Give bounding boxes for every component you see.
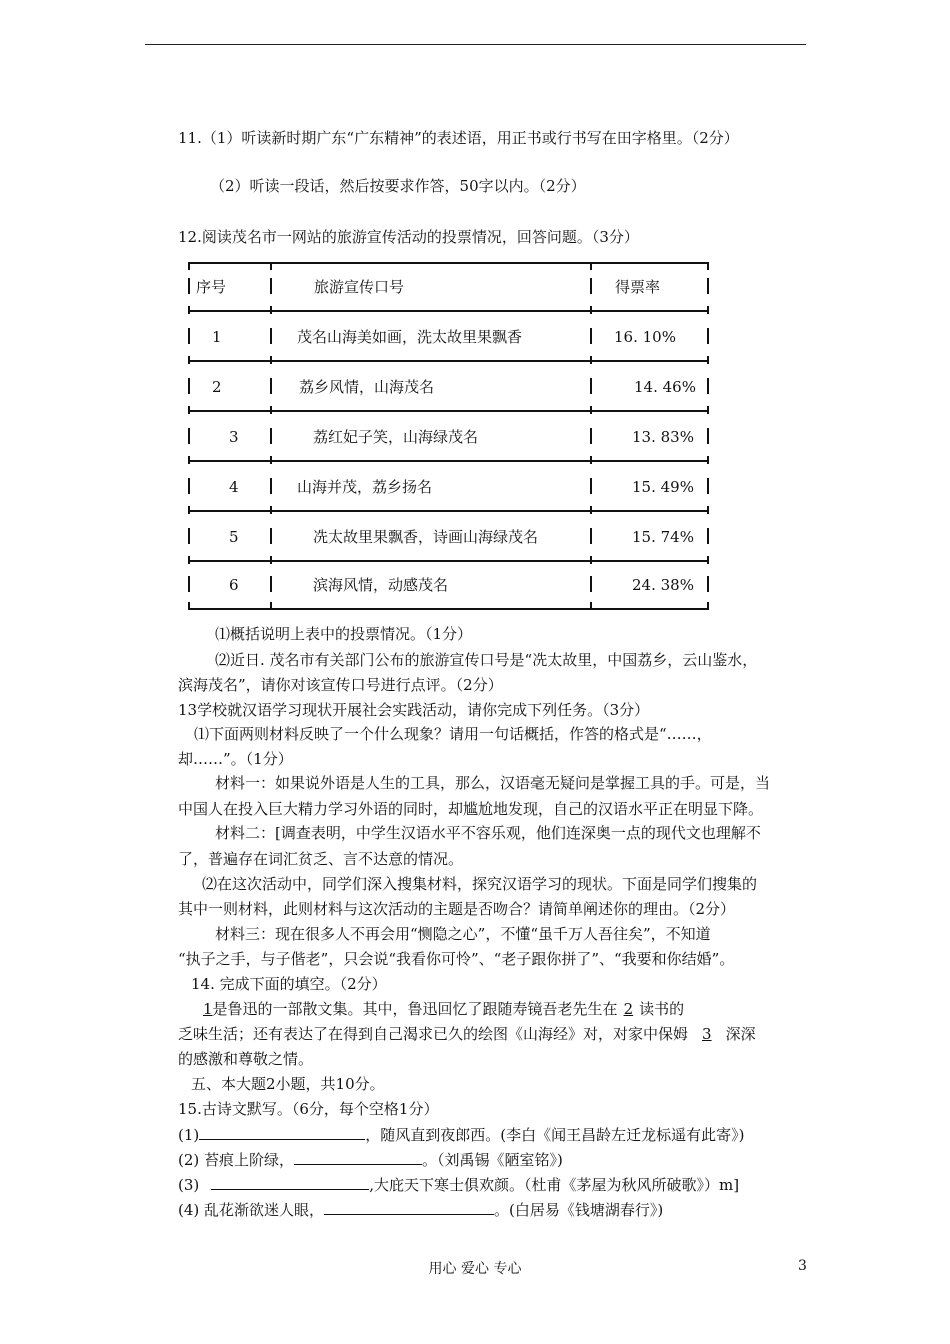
- table-rule: [188, 560, 709, 562]
- material1-line1: 材料一：如果说外语是人生的工具，那么，汉语毫无疑问是掌握工具的手。可是，当: [215, 774, 771, 792]
- q15-num-3: (3): [178, 1176, 200, 1194]
- q15-intro: 15.古诗文默写。（6分，每个空格1分）: [178, 1100, 439, 1118]
- table-cell-no: 5: [229, 528, 239, 546]
- q15-num-1: (1): [178, 1126, 200, 1144]
- table-cell-no: 6: [229, 576, 239, 594]
- q11-line1: 11.（1）听读新时期广东“广东精神”的表述语，用正书或行书写在田字格里。（2分）: [178, 129, 739, 147]
- header-rule: [145, 44, 806, 45]
- q14-text: 是鲁迅的一部散文集。其中，鲁迅回忆了跟随寿镜吾老先生在: [212, 1000, 618, 1018]
- q13-sub2-line1: ⑵在这次活动中，同学们深入搜集材料，探究汉语学习的现状。下面是同学们搜集的: [202, 875, 758, 893]
- table-cell-slogan: 山海并茂，荔乡扬名: [297, 478, 433, 496]
- q12-intro: 12.阅读茂名市一网站的旅游宣传活动的投票情况，回答问题。（3分）: [178, 228, 639, 246]
- table-header-rate: 得票率: [615, 278, 661, 296]
- table-cell-slogan: 荔乡风情，山海茂名: [299, 378, 435, 396]
- material2-line1: 材料二：[调查表明，中学生汉语水平不容乐观，他们连深奥一点的现代文也理解不: [215, 824, 761, 842]
- q13-sub2-line2: 其中一则材料，此则材料与这次活动的主题是否吻合？请简单阐述你的理由。（2分）: [178, 900, 736, 918]
- blank-2-label: 2: [623, 1000, 634, 1018]
- q14-line2: [178, 1024, 756, 1044]
- answer-blank[interactable]: [324, 1199, 494, 1215]
- answer-blank[interactable]: [294, 1149, 422, 1165]
- table-cell-slogan: 冼太故里果飘香，诗画山海绿茂名: [313, 528, 539, 546]
- table-rule: [188, 510, 709, 512]
- q15-text-3: ,大庇天下寒士俱欢颜。（杜甫《茅屋为秋风所破歌》）m]: [369, 1176, 740, 1194]
- material1-line2: 中国人在投入巨大精力学习外语的同时，却尴尬地发现，自己的汉语水平正在明显下降。: [178, 800, 764, 818]
- blank-3-label: 3: [702, 1025, 712, 1043]
- q15-line1: [178, 1124, 744, 1145]
- q15-line2: [178, 1149, 563, 1170]
- table-cell-rate: 14. 46%: [634, 378, 696, 396]
- q14-text: 深深: [725, 1025, 756, 1043]
- table-cell-slogan: 滨海风情，动感茂名: [313, 576, 449, 594]
- page-footer: 用心 爱心 专心: [428, 1261, 522, 1277]
- table-cell-slogan: 茂名山海美如画，洗太故里果飘香: [297, 328, 523, 346]
- table-cell-no: 1: [212, 328, 222, 346]
- material3-line2: “执子之手，与子偕老”，只会说“我看你可怜”、“老子跟你拼了”、“我要和你结婚”。: [178, 950, 735, 968]
- table-header-no: 序号: [196, 278, 227, 296]
- table-cell-rate: 16. 10%: [614, 328, 676, 346]
- q14-line3: 的感激和尊敬之情。: [178, 1050, 314, 1068]
- q14-text: 乏味生活；还有表达了在得到自己渴求已久的绘图《山海经》对，对家中保姆: [178, 1025, 689, 1043]
- q15-text-4b: 。(白居易《钱塘湖春行》): [494, 1201, 664, 1219]
- table-cell-slogan: 荔红妃子笑，山海绿茂名: [313, 428, 479, 446]
- q15-text-4a: (4) 乱花渐欲迷人眼，: [178, 1201, 325, 1219]
- q15-text-2a: (2) 苔痕上阶绿，: [178, 1151, 295, 1169]
- table-rule: [188, 608, 709, 610]
- table-rule: [188, 262, 709, 264]
- q12-sub1: ⑴概括说明上表中的投票情况。（1分）: [215, 625, 473, 643]
- table-cell-rate: 24. 38%: [632, 576, 694, 594]
- section-five-heading: 五、本大题2小题，共10分。: [191, 1075, 385, 1093]
- table-rule: [188, 310, 709, 312]
- q14-intro: 14. 完成下面的填空。（2分）: [191, 975, 387, 993]
- material2-line2: 了，普遍存在词汇贫乏、言不达意的情况。: [178, 850, 464, 868]
- q14-line1: [203, 999, 684, 1019]
- vote-table: [188, 262, 709, 610]
- q15-text-1: ，随风直到夜郎西。(李白《闻王昌龄左迁龙标遥有此寄》): [365, 1126, 745, 1144]
- answer-blank[interactable]: [211, 1174, 369, 1190]
- blank-1-label: 1: [203, 1000, 213, 1018]
- answer-blank[interactable]: [199, 1124, 365, 1140]
- table-rule: [188, 360, 709, 362]
- table-cell-rate: 13. 83%: [632, 428, 694, 446]
- table-rule: [188, 410, 709, 412]
- table-rule: [188, 460, 709, 462]
- table-cell-rate: 15. 49%: [632, 478, 694, 496]
- q12-sub2-line2: 滨海茂名”，请你对该宣传口号进行点评。（2分）: [178, 676, 503, 694]
- table-cell-no: 2: [212, 378, 222, 396]
- q14-text: 读书的: [639, 1000, 685, 1018]
- q13-intro: 13学校就汉语学习现状开展社会实践活动，请你完成下列任务。（3分）: [178, 701, 650, 719]
- table-cell-no: 3: [229, 428, 239, 446]
- q15-line3: [178, 1174, 739, 1195]
- q11-line2: （2）听读一段话，然后按要求作答，50字以内。（2分）: [210, 177, 586, 195]
- table-cell-rate: 15. 74%: [632, 528, 694, 546]
- q12-sub2-line1: ⑵近日. 茂名市有关部门公布的旅游宣传口号是“冼太故里，中国荔乡，云山鉴水，: [215, 651, 758, 669]
- material3-line1: 材料三：现在很多人不再会用“恻隐之心”，不懂“虽千万人吾往矣”，不知道: [215, 925, 711, 943]
- page-number: 3: [798, 1258, 807, 1274]
- q15-line4: [178, 1199, 663, 1220]
- table-header-slogan: 旅游宣传口号: [314, 278, 405, 296]
- q13-sub1-line2: 却……”。（1分）: [178, 750, 293, 768]
- q15-text-2b: 。（刘禹锡《陋室铭》): [422, 1151, 563, 1169]
- table-cell-no: 4: [229, 478, 239, 496]
- q13-sub1-line1: ⑴下面两则材料反映了一个什么现象？请用一句话概括，作答的格式是“……，: [194, 725, 712, 743]
